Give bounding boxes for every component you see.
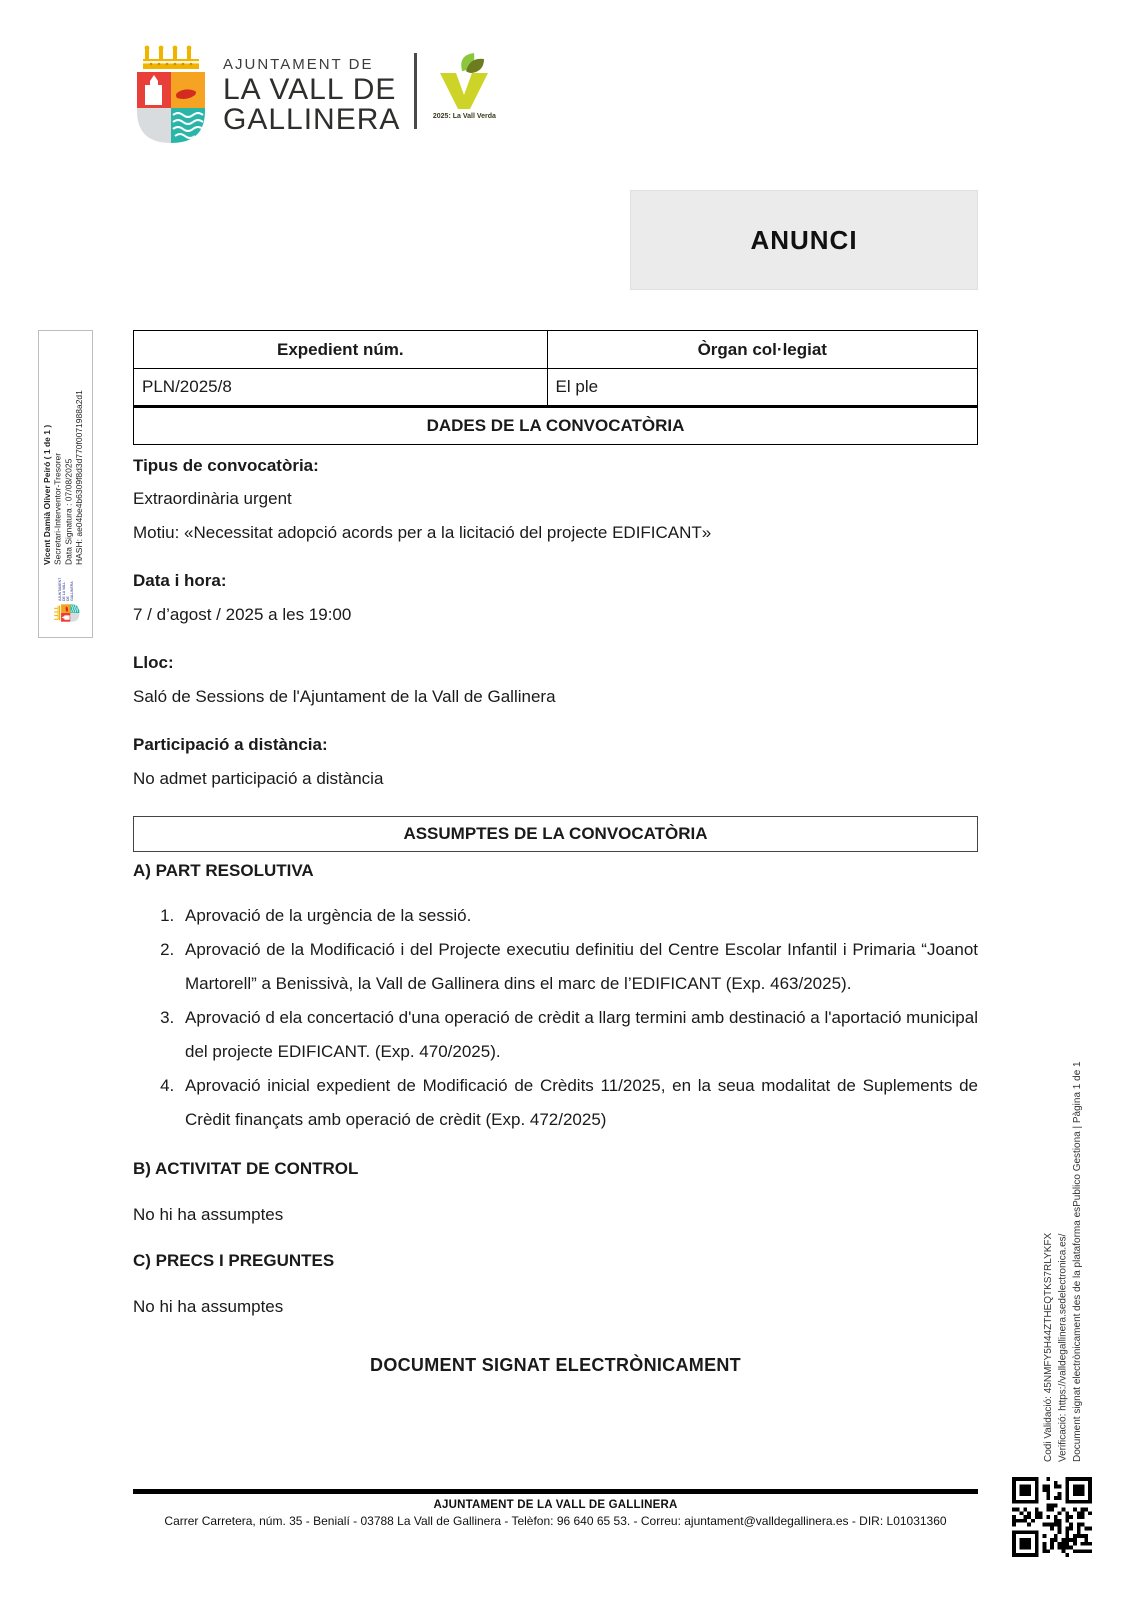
emblem-caption: AJUNTAMENT DE LA VALL DE GALLINERA <box>58 577 74 601</box>
part-b-title: B) ACTIVITAT DE CONTROL <box>133 1158 359 1178</box>
organ-value-cell: El ple <box>547 369 977 407</box>
data-hora-value: 7 / d’agost / 2025 a les 19:00 <box>133 604 352 624</box>
anunci-title: ANUNCI <box>750 224 858 255</box>
signature-margin-box <box>38 330 93 638</box>
agenda-item: 4. Aprovació inicial expedient de Modificació de Crèdits 11/2025, en la seua modalitat de Suplements de Crèdit finançats amb operació de crèdit (Exp. 472/2025) <box>179 1069 978 1137</box>
anunci-banner <box>630 190 978 290</box>
tipus-value: Extraordinària urgent <box>133 489 292 509</box>
green-v-leaf-icon <box>432 51 496 113</box>
logo-text <box>223 57 400 135</box>
part-a-title: A) PART RESOLUTIVA <box>133 860 314 880</box>
footer <box>133 1499 978 1528</box>
signature-margin-text <box>42 335 85 565</box>
vall-verda-label: 2025: La Vall Verda <box>432 113 496 120</box>
expedient-value-cell: PLN/2025/8 <box>134 369 548 407</box>
table-section-row <box>134 407 978 445</box>
coat-of-arms-mini-icon <box>54 603 80 623</box>
footer-org: AJUNTAMENT DE LA VALL DE GALLINERA <box>433 1499 678 1511</box>
participacio-label: Participació a distància: <box>133 735 328 755</box>
validation-margin <box>1042 980 1102 1462</box>
table-value-row <box>134 369 978 407</box>
coat-of-arms-icon <box>133 45 209 145</box>
signer-role: Secretari-Interventor-Tresorer <box>52 452 63 565</box>
agenda-item: 3. Aprovació d ela concertació d'una operació de crèdit a llarg termini amb destinació a l'aportació municipal del projecte EDIFICANT. (Exp. 470/2025). <box>179 1001 978 1069</box>
data-hora-label: Data i hora: <box>133 571 227 591</box>
platform-note: Document signat electrònicament des de la plataforma esPublico Gestiona | Pàgina 1 de 1 <box>1072 1061 1083 1462</box>
tipus-label: Tipus de convocatòria: <box>133 456 319 475</box>
expedient-table <box>133 330 978 445</box>
expedient-header-cell: Expedient núm. <box>134 331 548 369</box>
footer-address: Carrer Carretera, núm. 35 - Benialí - 03788 La Vall de Gallinera - Telèfon: 96 640 65 53. - Correu: ajuntament@valldegallinera.es - DIR: L01031360 <box>164 1514 947 1528</box>
signature-emblem <box>49 577 85 623</box>
motiu-text: Motiu: «Necessitat adopció acords per a la licitació del projecte EDIFICANT» <box>133 522 712 542</box>
dades-section-header: DADES DE LA CONVOCATÒRIA <box>134 407 978 445</box>
signature-date: Data Signatura : 07/08/2025 <box>63 458 74 565</box>
lloc-value: Saló de Sessions de l'Ajuntament de la Vall de Gallinera <box>133 686 556 706</box>
assumptes-section-title: ASSUMPTES DE LA CONVOCATÒRIA <box>403 823 708 843</box>
municipality-logo <box>133 45 501 145</box>
lloc-label: Lloc: <box>133 653 174 673</box>
doc-signed-note: DOCUMENT SIGNAT ELECTRÒNICAMENT <box>370 1354 741 1375</box>
logo-org-line1: AJUNTAMENT DE <box>223 56 374 73</box>
signer-name: Vicent Damià Oliver Peiró ( 1 de 1 ) <box>42 424 52 565</box>
agenda-item: 2. Aprovació de la Modificació i del Projecte executiu definitiu del Centre Escolar Infantil i Primaria “Joanot Martorell” a Benissivà, la Vall de Gallinera dins el marc de l’EDIFICANT (Exp. 463/2025). <box>179 933 978 1001</box>
part-b-value: No hi ha assumptes <box>133 1204 284 1224</box>
signature-hash: HASH: ae04be4b6309f8d3d770f0071988a2d1 <box>73 390 84 565</box>
part-c-title: C) PRECS I PREGUNTES <box>133 1250 335 1270</box>
qr-code <box>1012 1477 1092 1557</box>
footer-divider <box>133 1489 978 1494</box>
table-header-row <box>134 331 978 369</box>
agenda-item: 1. Aprovació de la urgència de la sessió. <box>179 899 978 933</box>
assumptes-section-header <box>133 816 978 852</box>
verification-url: Verificació: https://valldegallinera.sedelectronica.es/ <box>1057 1233 1069 1462</box>
participacio-value: No admet participació a distància <box>133 768 384 788</box>
document-body <box>133 330 978 1376</box>
part-c-value: No hi ha assumptes <box>133 1296 284 1316</box>
validation-code: Codi Validació: 45NMFY5H44ZTHEQTKS7RLYKFX <box>1043 1232 1054 1462</box>
logo-org-line2: LA VALL DE <box>223 73 397 106</box>
vall-verda-logo <box>427 51 501 120</box>
agenda-list <box>179 899 978 1137</box>
logo-divider <box>414 53 417 129</box>
organ-header-cell: Òrgan col·legiat <box>547 331 977 369</box>
logo-org-line3: GALLINERA <box>223 103 401 136</box>
